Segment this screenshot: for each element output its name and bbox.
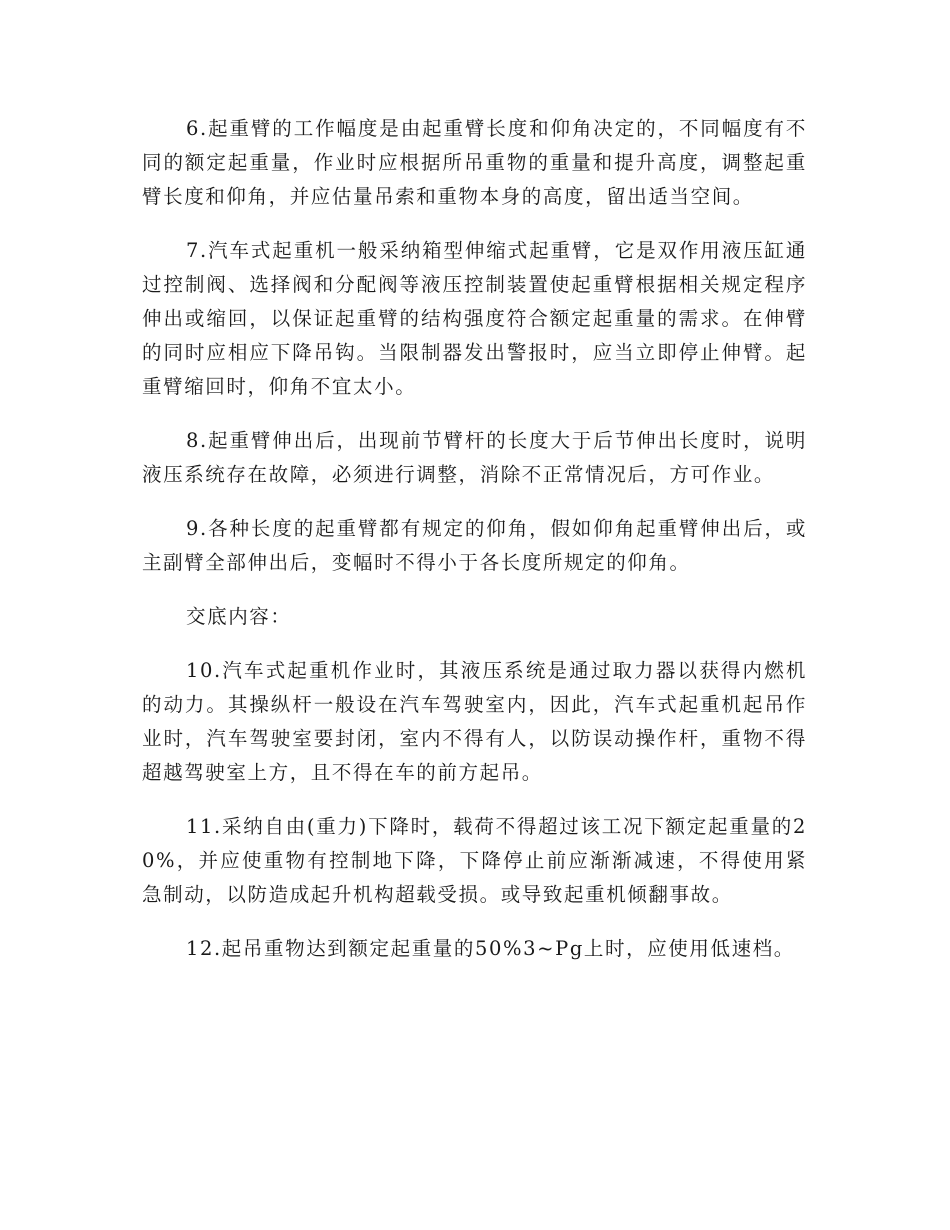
paragraph-11: 11.采纳自由(重力)下降时，载荷不得超过该工况下额定起重量的20%，并应使重物有控制地下降，下降停止前应渐渐减速，不得使用紧急制动，以防造成起升机构超载受损。或导致起重机倾翻事故。	[142, 815, 807, 906]
document-body	[142, 112, 807, 986]
paragraph-8: 8.起重臂伸出后，出现前节臂杆的长度大于后节伸出长度时，说明液压系统存在故障，必须进行调整，消除不正常情况后，方可作业。	[142, 429, 807, 486]
section-heading-briefing: 交底内容：	[186, 605, 292, 628]
paragraph-7: 7.汽车式起重机一般采纳箱型伸缩式起重臂，它是双作用液压缸通过控制阀、选择阀和分配阀等液压控制装置使起重臂根据相关规定程序伸出或缩回，以保证起重臂的结构强度符合额定起重量的需求。在伸臂的同时应相应下降吊钩。当限制器发出警报时，应当立即停止伸臂。起重臂缩回时，仰角不宜太小。	[142, 239, 807, 398]
paragraph-9: 9.各种长度的起重臂都有规定的仰角，假如仰角起重臂伸出后，或主副臂全部伸出后，变幅时不得小于各长度所规定的仰角。	[142, 517, 807, 574]
paragraph-12: 12.起吊重物达到额定起重量的50%3~Pg上时，应使用低速档。	[186, 937, 795, 960]
paragraph-10: 10.汽车式起重机作业时，其液压系统是通过取力器以获得内燃机的动力。其操纵杆一般设在汽车驾驶室内，因此，汽车式起重机起吊作业时，汽车驾驶室要封闭，室内不得有人，以防误动操作杆，重物不得超越驾驶室上方，且不得在车的前方起吊。	[142, 659, 807, 784]
paragraph-6: 6.起重臂的工作幅度是由起重臂长度和仰角决定的，不同幅度有不同的额定起重量，作业时应根据所吊重物的重量和提升高度，调整起重臂长度和仰角，并应估量吊索和重物本身的高度，留出适当空间。	[142, 117, 807, 208]
